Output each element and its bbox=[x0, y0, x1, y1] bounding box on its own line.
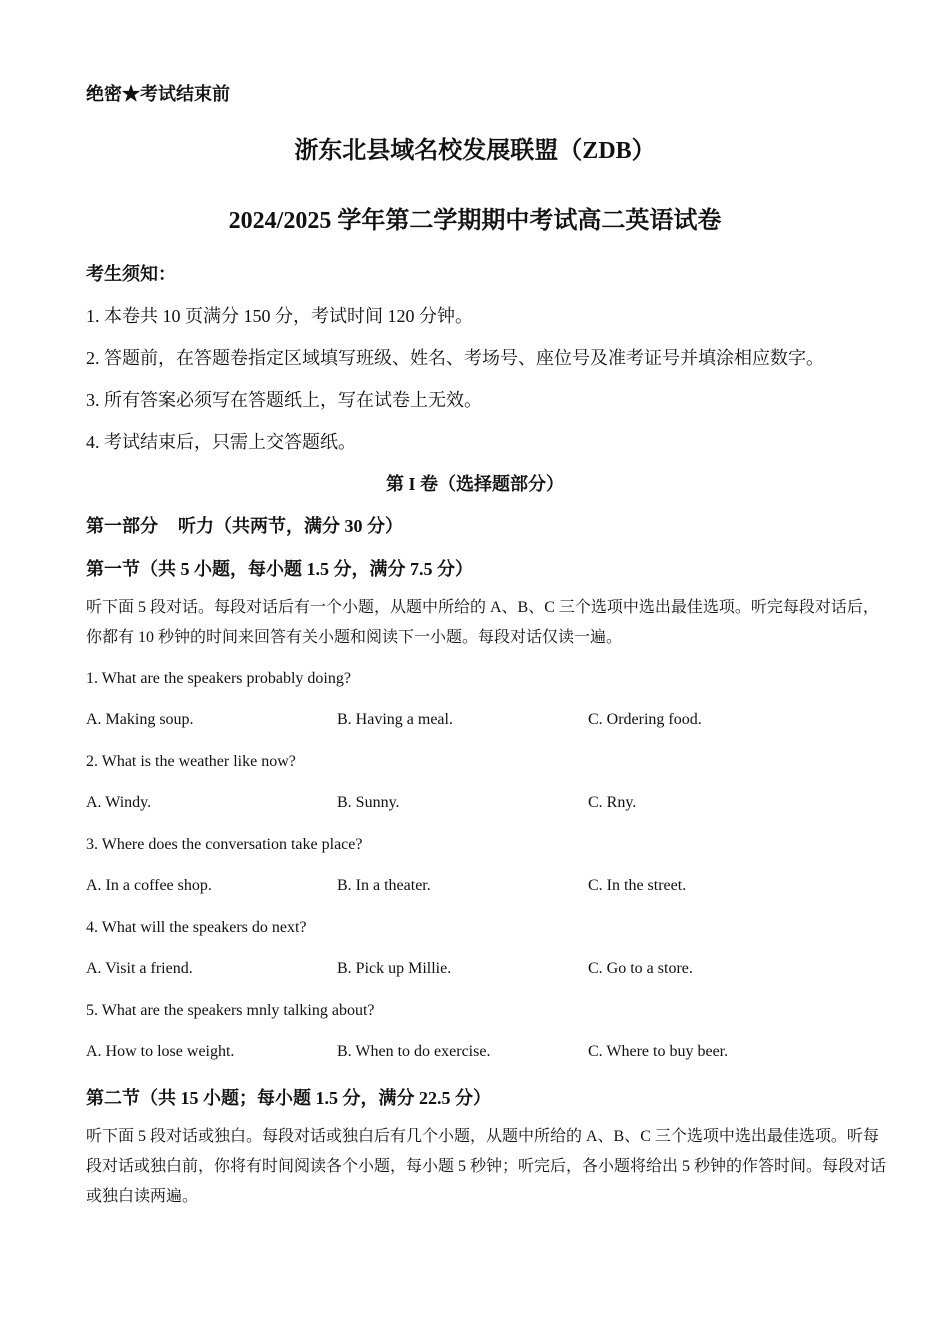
option-b: B. Pick up Millie. bbox=[337, 960, 452, 977]
question-stem: 4. What will the speakers do next? bbox=[86, 919, 307, 936]
option-c: C. Ordering food. bbox=[588, 711, 702, 728]
notice-item: 4. 考试结束后，只需上交答题纸。 bbox=[86, 432, 356, 452]
section2-heading: 第二节（共 15 小题；每小题 1.5 分，满分 22.5 分） bbox=[86, 1088, 491, 1108]
notice-heading: 考生须知： bbox=[86, 264, 176, 284]
option-c: C. In the street. bbox=[588, 877, 687, 894]
option-a: A. How to lose weight. bbox=[86, 1043, 235, 1060]
option-a: A. Windy. bbox=[86, 794, 152, 811]
confidential-label: 绝密★考试结束前 bbox=[86, 84, 230, 104]
option-c: C. Go to a store. bbox=[588, 960, 693, 977]
question-stem: 5. What are the speakers mnly talking about? bbox=[86, 1002, 375, 1019]
option-b: B. When to do exercise. bbox=[337, 1043, 491, 1060]
part-label: 第一部分 bbox=[86, 516, 158, 536]
section1-instructions: 听下面 5 段对话。每段对话后有一个小题，从题中所给的 A、B、C 三个选项中选出最佳选项。听完每段对话后，你都有 10 秒钟的时间来回答有关小题和阅读下一小题。每段对话仅读一遍。 bbox=[86, 599, 879, 646]
exam-title-line1: 浙东北县域名校发展联盟（ZDB） bbox=[294, 138, 656, 164]
option-a: A. In a coffee shop. bbox=[86, 877, 212, 894]
question-stem: 1. What are the speakers probably doing? bbox=[86, 670, 351, 687]
part-heading bbox=[86, 512, 403, 538]
volume-title: 第 I 卷（选择题部分） bbox=[385, 474, 564, 494]
notice-item: 3. 所有答案必须写在答题纸上，写在试卷上无效。 bbox=[86, 390, 482, 410]
option-c: C. Where to buy beer. bbox=[588, 1043, 729, 1060]
exam-title-line2: 2024/2025 学年第二学期期中考试高二英语试卷 bbox=[228, 208, 722, 234]
option-a: A. Visit a friend. bbox=[86, 960, 193, 977]
question-stem: 3. Where does the conversation take place? bbox=[86, 836, 363, 853]
option-c: C. Rny. bbox=[588, 794, 637, 811]
notice-item: 1. 本卷共 10 页满分 150 分，考试时间 120 分钟。 bbox=[86, 306, 473, 326]
option-b: B. In a theater. bbox=[337, 877, 431, 894]
option-a: A. Making soup. bbox=[86, 711, 194, 728]
option-b: B. Having a meal. bbox=[337, 711, 453, 728]
notice-item: 2. 答题前，在答题卷指定区域填写班级、姓名、考场号、座位号及准考证号并填涂相应数字。 bbox=[86, 348, 824, 368]
part-title: 听力（共两节，满分 30 分） bbox=[178, 516, 403, 536]
section2-instructions: 听下面 5 段对话或独白。每段对话或独白后有几个小题，从题中所给的 A、B、C 三个选项中选出最佳选项。听每段对话或独白前，你将有时间阅读各个小题，每小题 5 秒钟；听完后，各小题将给出 5 秒钟的作答时间。每段对话或独白读两遍。 bbox=[86, 1128, 887, 1205]
section1-heading: 第一节（共 5 小题，每小题 1.5 分，满分 7.5 分） bbox=[86, 559, 473, 579]
question-stem: 2. What is the weather like now? bbox=[86, 753, 296, 770]
option-b: B. Sunny. bbox=[337, 794, 400, 811]
